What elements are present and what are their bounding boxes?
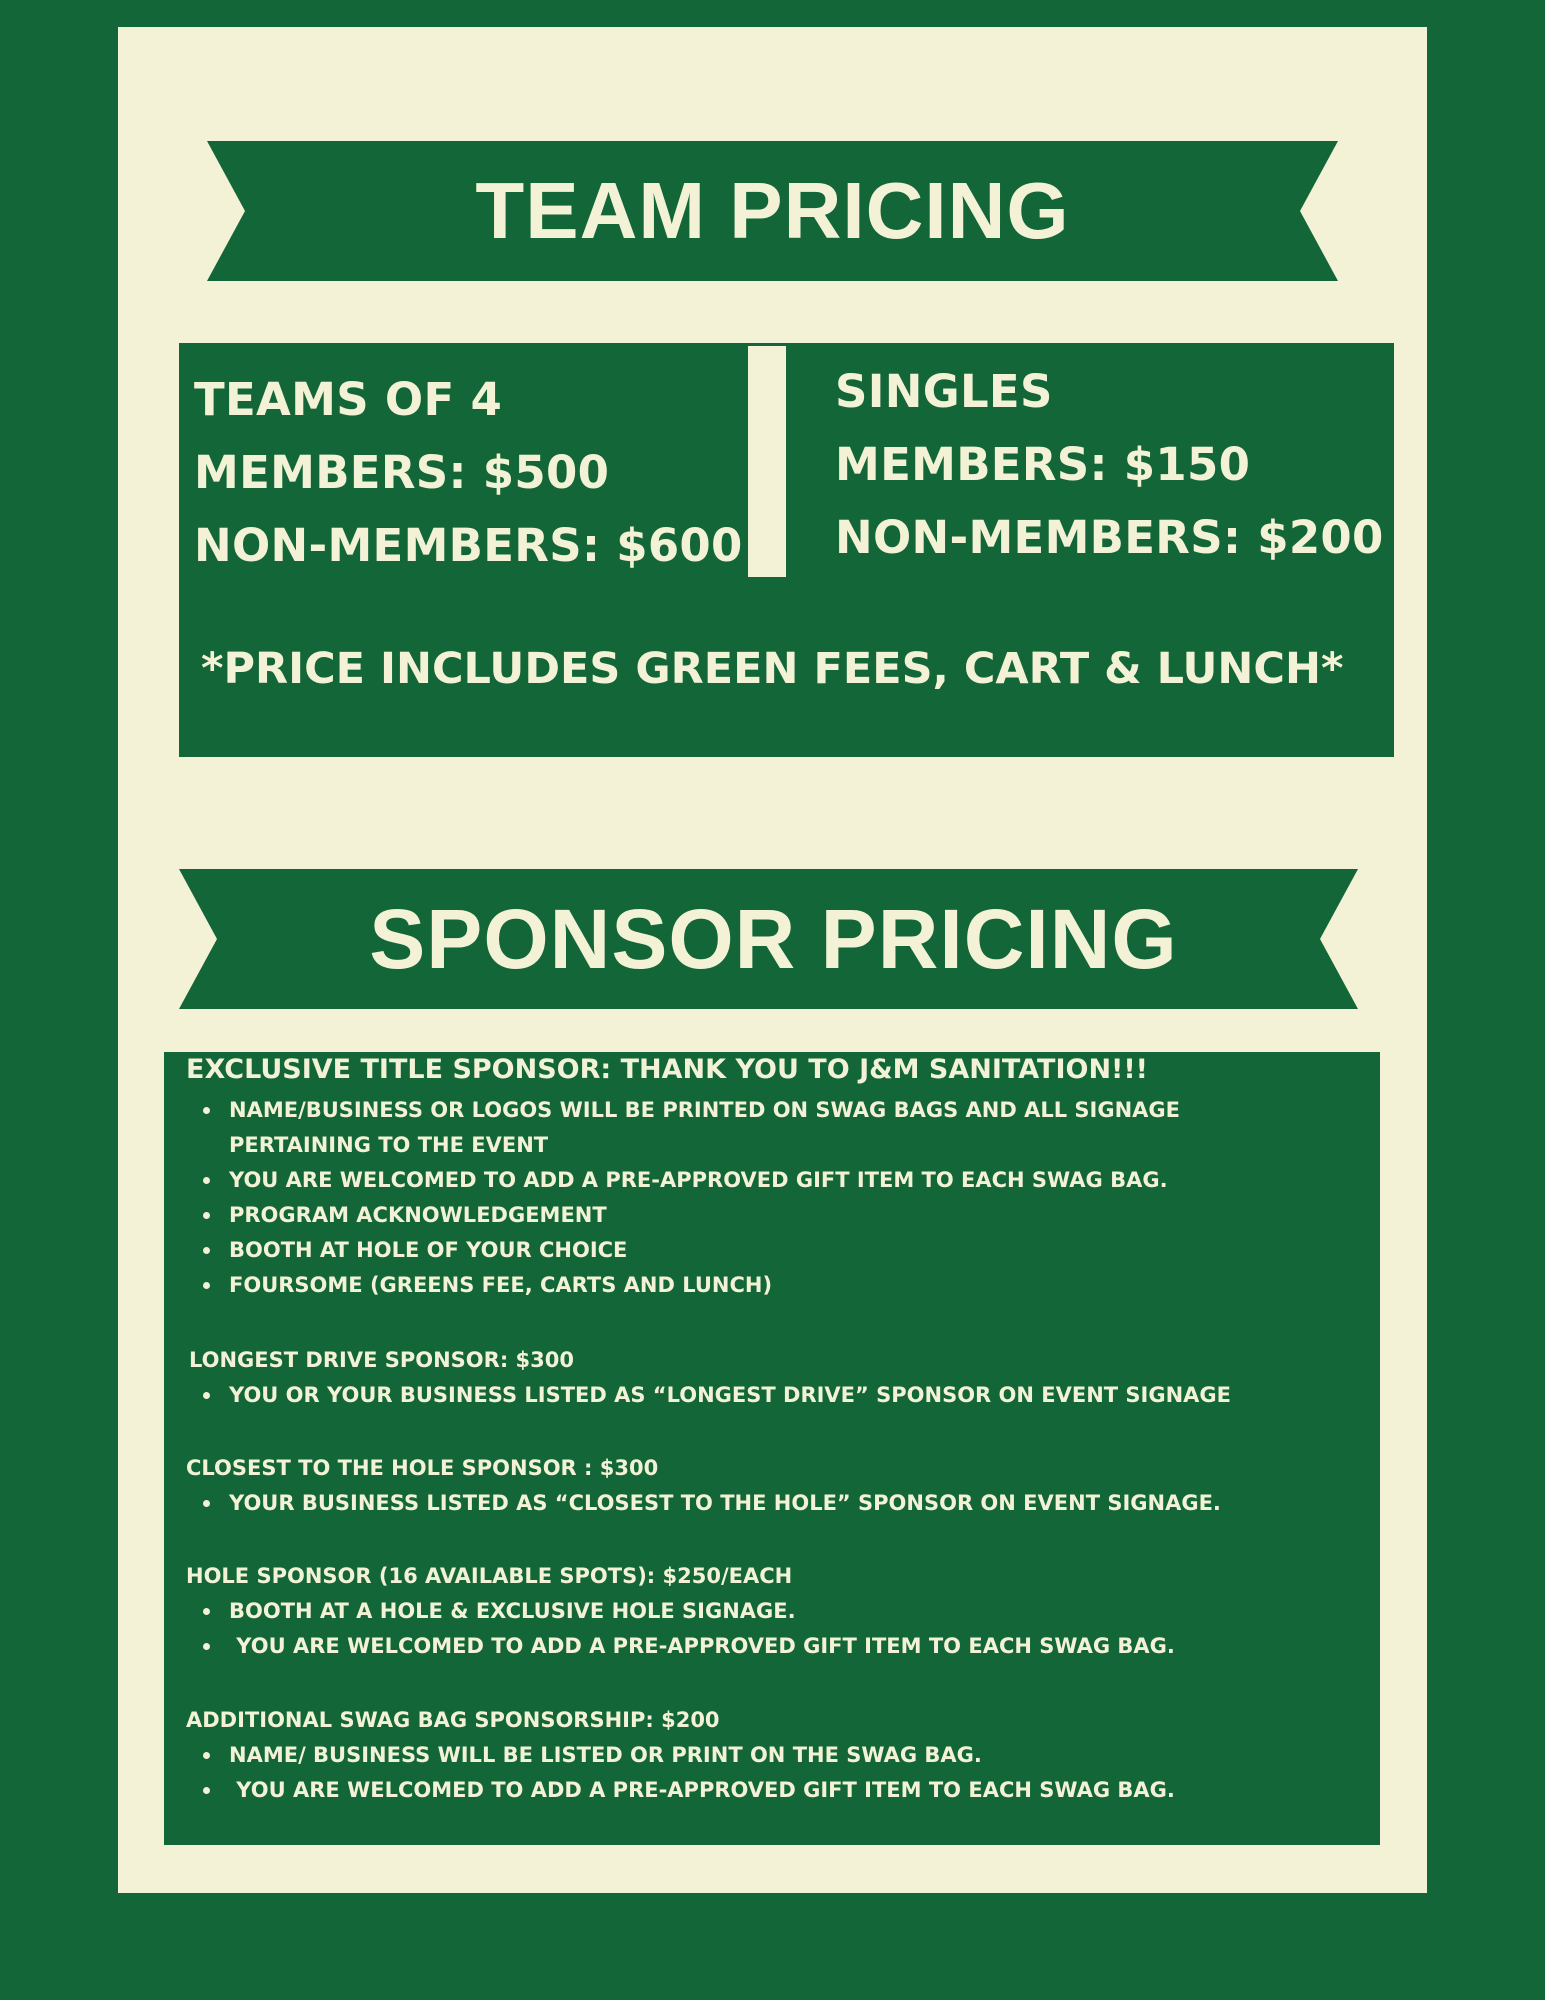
bullet-icon — [203, 1282, 210, 1289]
closest-to-hole-heading: CLOSEST TO THE HOLE SPONSOR : $300 — [186, 1456, 659, 1480]
bullet-icon — [203, 1643, 210, 1650]
hole-sponsor-heading: HOLE SPONSOR (16 AVAILABLE SPOTS): $250/EACH — [186, 1564, 793, 1588]
list-item: FOURSOME (GREENS FEE, CARTS AND LUNCH) — [186, 1268, 1180, 1303]
sponsor-pricing-title: SPONSOR PRICING — [369, 891, 1178, 986]
list-item: PROGRAM ACKNOWLEDGEMENT — [186, 1198, 1180, 1233]
bullet-icon — [203, 1392, 210, 1399]
team-pricing-box — [179, 343, 1394, 757]
bullet-icon — [203, 1212, 210, 1219]
team-pricing-banner — [207, 141, 1338, 281]
teams-members-price: MEMBERS: $500 — [194, 446, 610, 499]
title-sponsor-benefits — [186, 1093, 1180, 1303]
bullet-icon — [203, 1608, 210, 1615]
bullet-icon — [203, 1752, 210, 1759]
singles-members-price: MEMBERS: $150 — [835, 438, 1251, 491]
longest-drive-heading: LONGEST DRIVE SPONSOR: $300 — [189, 1348, 574, 1372]
teams-non-members-price: NON-MEMBERS: $600 — [194, 519, 743, 572]
longest-drive-benefits — [186, 1378, 1231, 1413]
list-item: NAME/BUSINESS OR LOGOS WILL BE PRINTED ON SWAG BAGS AND ALL SIGNAGE — [186, 1093, 1180, 1128]
bullet-icon — [203, 1500, 210, 1507]
list-item: BOOTH AT HOLE OF YOUR CHOICE — [186, 1233, 1180, 1268]
bullet-icon — [203, 1177, 210, 1184]
list-item: YOU ARE WELCOMED TO ADD A PRE-APPROVED GIFT ITEM TO EACH SWAG BAG. — [186, 1163, 1180, 1198]
bullet-icon — [203, 1107, 210, 1114]
teams-heading: TEAMS OF 4 — [194, 373, 503, 426]
title-sponsor-heading: EXCLUSIVE TITLE SPONSOR: THANK YOU TO J&M SANITATION!!! — [186, 1054, 1148, 1085]
list-item: YOU OR YOUR BUSINESS LISTED AS “LONGEST DRIVE” SPONSOR ON EVENT SIGNAGE — [186, 1378, 1231, 1413]
bullet-icon — [203, 1787, 210, 1794]
price-includes-note: *PRICE INCLUDES GREEN FEES, CART & LUNCH* — [201, 644, 1344, 694]
hole-sponsor-benefits — [186, 1594, 1175, 1664]
sponsor-pricing-box — [164, 1052, 1380, 1845]
list-item: YOU ARE WELCOMED TO ADD A PRE-APPROVED GIFT ITEM TO EACH SWAG BAG. — [186, 1629, 1175, 1664]
list-item: YOU ARE WELCOMED TO ADD A PRE-APPROVED GIFT ITEM TO EACH SWAG BAG. — [186, 1773, 1175, 1808]
swag-bag-heading: ADDITIONAL SWAG BAG SPONSORSHIP: $200 — [186, 1708, 720, 1732]
list-item: PERTAINING TO THE EVENT — [229, 1133, 549, 1157]
list-item: YOUR BUSINESS LISTED AS “CLOSEST TO THE HOLE” SPONSOR ON EVENT SIGNAGE. — [186, 1486, 1221, 1521]
sponsor-pricing-banner — [179, 869, 1358, 1009]
closest-to-hole-benefits — [186, 1486, 1221, 1521]
column-divider — [748, 346, 786, 577]
list-item: NAME/ BUSINESS WILL BE LISTED OR PRINT ON THE SWAG BAG. — [186, 1738, 1175, 1773]
bullet-icon — [203, 1247, 210, 1254]
list-item: BOOTH AT A HOLE & EXCLUSIVE HOLE SIGNAGE. — [186, 1594, 1175, 1629]
swag-bag-benefits — [186, 1738, 1175, 1808]
singles-heading: SINGLES — [835, 365, 1053, 418]
team-pricing-title: TEAM PRICING — [475, 166, 1070, 255]
singles-non-members-price: NON-MEMBERS: $200 — [835, 511, 1384, 564]
